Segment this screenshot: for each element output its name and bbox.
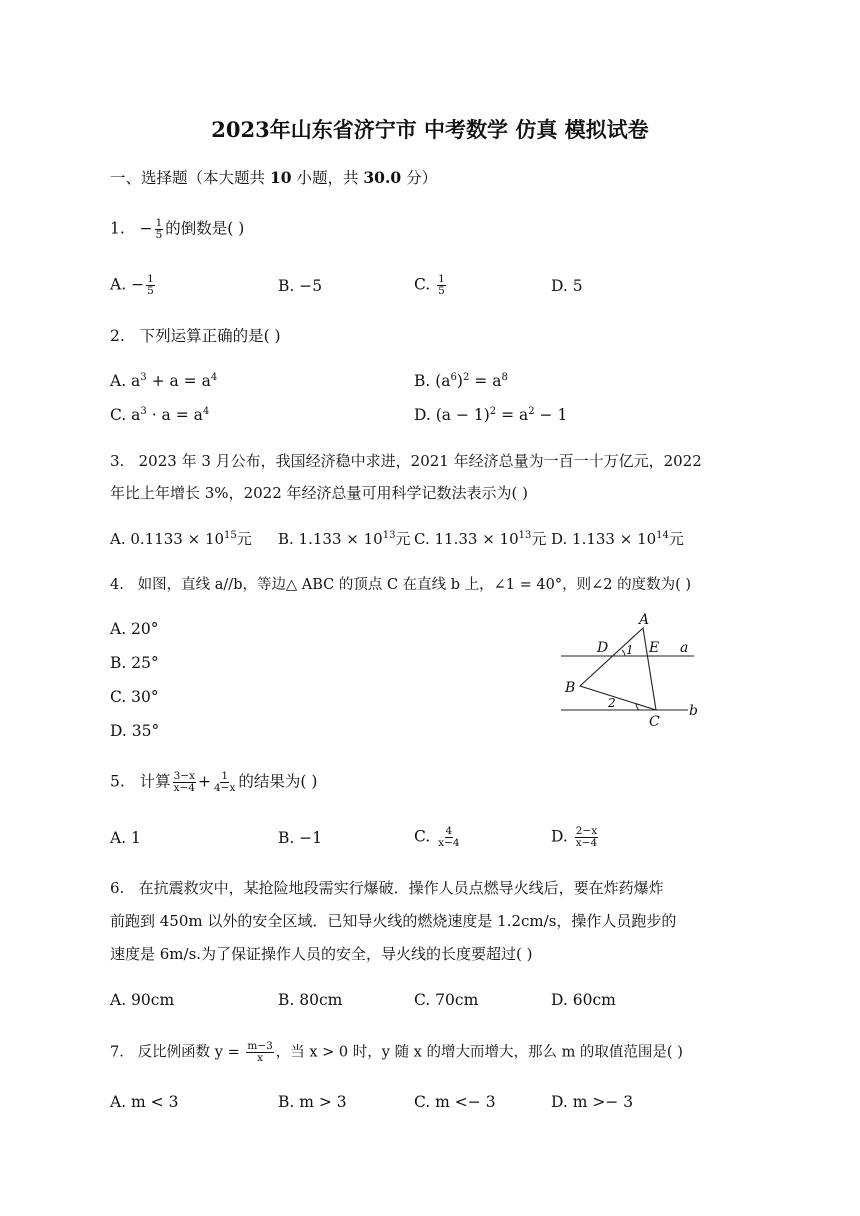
- q2-number: 2.: [110, 327, 125, 345]
- q7-fraction: [246, 1041, 273, 1064]
- q5-text: 的结果为( ): [238, 772, 318, 791]
- q5-plus: +: [198, 772, 211, 791]
- q6-line1: 在抗震救灾中，某抢险地段需实行爆破．操作人员点燃导火线后，要在炸药爆炸: [138, 879, 664, 897]
- q3-stem-line1: [110, 451, 702, 471]
- q2-d-mid: = a: [496, 406, 529, 424]
- q2-c-exp1: 3: [140, 405, 147, 417]
- q1-frac-den: 5: [155, 229, 163, 241]
- q5-option-a[interactable]: A. 1: [110, 829, 141, 847]
- q3-option-c[interactable]: [414, 529, 546, 549]
- q2-b-exp3: 8: [501, 371, 508, 383]
- q1-a-minus: −: [131, 275, 145, 294]
- q2-d-pre: D. (a − 1): [414, 406, 490, 424]
- q5-pre: 计算: [139, 772, 171, 791]
- label-angle-1: 1: [626, 643, 634, 657]
- q7-stem: [110, 1041, 683, 1064]
- q2-d-post: − 1: [534, 406, 568, 424]
- q5-d-den: x−4: [575, 837, 598, 849]
- q3-a-pre: A. 0.1133 × 10: [110, 530, 225, 548]
- q7-number: 7.: [110, 1044, 124, 1061]
- q1-text: 的倒数是( ): [165, 219, 245, 238]
- q3-line1: 2023 年 3 月公布，我国经济稳中求进，2021 年经济总量为一百一十万亿元，2022: [138, 452, 702, 470]
- q1-a-fraction: [146, 274, 155, 297]
- section-suffix: 分）: [401, 169, 438, 187]
- q1-c-den: 5: [438, 285, 445, 297]
- label-b-vertex: B: [565, 680, 576, 696]
- q5-option-d[interactable]: [551, 826, 600, 849]
- q6-stem-line1: [110, 878, 664, 898]
- q7-option-d[interactable]: D. m >− 3: [551, 1093, 634, 1111]
- q2-a-pre: A. a: [110, 372, 141, 390]
- q2-a-exp1: 3: [140, 371, 147, 383]
- q4-number: 4.: [110, 577, 124, 593]
- q5-number: 5.: [110, 772, 125, 791]
- q7-pre: 反比例函数 y =: [137, 1044, 245, 1061]
- q3-d-pre: D. 1.133 × 10: [551, 530, 657, 548]
- q2-b-pre: B. (a: [414, 372, 451, 390]
- q3-b-pre: B. 1.133 × 10: [278, 530, 383, 548]
- q1-fraction: [155, 218, 164, 241]
- section-prefix: 一、选择题（本大题共: [110, 169, 270, 187]
- q1-option-a[interactable]: [110, 274, 157, 297]
- q1-c-fraction: [437, 274, 446, 297]
- label-angle-2: 2: [608, 696, 616, 710]
- page-title: 2023年山东省济宁市 中考数学 仿真 模拟试卷: [211, 117, 649, 142]
- q1-stem: [110, 218, 244, 241]
- q2-c-mid: · a = a: [146, 406, 203, 424]
- q7-option-c[interactable]: C. m <− 3: [414, 1093, 496, 1111]
- label-line-b: b: [689, 703, 698, 719]
- q2-option-b[interactable]: [414, 371, 508, 391]
- q1-a-num: 1: [147, 273, 154, 285]
- q3-a-exp: 15: [224, 530, 237, 541]
- q3-a-unit: 元: [236, 530, 252, 548]
- q1-option-b[interactable]: B. −5: [278, 277, 323, 295]
- q2-a-mid: + a = a: [146, 372, 211, 390]
- q2-b-mid: ): [456, 372, 463, 390]
- q2-option-c[interactable]: [110, 405, 209, 425]
- q2-d-exp1: 2: [489, 405, 497, 417]
- q7-text: ，当 x > 0 时，y 随 x 的增大而增大，那么 m 的取值范围是( ): [275, 1044, 683, 1061]
- q1-option-d[interactable]: D. 5: [551, 277, 583, 295]
- q6-option-c[interactable]: C. 70cm: [414, 991, 479, 1009]
- q3-stem-line2: 年比上年增长 3%，2022 年经济总量可用科学记数法表示为( ): [110, 484, 528, 502]
- q3-option-d[interactable]: [551, 529, 684, 549]
- q4-option-c[interactable]: C. 30°: [110, 688, 159, 706]
- q1-minus: −: [139, 219, 153, 238]
- q6-option-b[interactable]: B. 80cm: [278, 991, 343, 1009]
- q1-frac-num: 1: [155, 217, 163, 229]
- q3-number: 3.: [110, 452, 125, 470]
- q3-c-exp: 13: [518, 530, 532, 541]
- triangle-abc: [580, 628, 656, 710]
- section-header: [110, 168, 437, 188]
- q1-number: 1.: [110, 219, 125, 238]
- q3-d-exp: 14: [656, 530, 669, 541]
- q3-c-pre: C. 11.33 × 10: [414, 530, 519, 548]
- q5-d-label: D.: [551, 827, 568, 846]
- label-c-vertex: C: [649, 714, 660, 730]
- q6-number: 6.: [110, 879, 125, 897]
- q2-b-mid2: = a: [469, 372, 502, 390]
- q4-stem: [110, 575, 691, 595]
- q1-c-num: 1: [438, 273, 445, 285]
- label-e-point: E: [649, 640, 660, 656]
- q5-d-num: 2−x: [575, 825, 598, 837]
- q3-b-exp: 13: [382, 530, 396, 541]
- q5-c-label: C.: [414, 827, 431, 846]
- q7-option-a[interactable]: A. m < 3: [110, 1093, 179, 1111]
- q5-f1-num: 3−x: [173, 770, 195, 782]
- q5-f2-den: 4−x: [214, 782, 236, 794]
- q2-c-pre: C. a: [110, 406, 141, 424]
- q5-c-den: x−4: [438, 837, 460, 849]
- q3-b-unit: 元: [395, 530, 411, 548]
- q4-text: 如图，直线 a//b，等边△ ABC 的顶点 C 在直线 b 上，∠1 = 40°，则∠2 的度数为( ): [137, 577, 691, 593]
- q5-option-c[interactable]: [414, 826, 463, 849]
- q3-d-unit: 元: [668, 530, 684, 548]
- q4-option-d[interactable]: D. 35°: [110, 722, 160, 740]
- q3-option-b[interactable]: [278, 529, 410, 549]
- q2-option-d[interactable]: [414, 405, 567, 425]
- q5-f1-den: x−4: [173, 782, 195, 794]
- q7-option-b[interactable]: B. m > 3: [278, 1093, 347, 1111]
- q6-option-a[interactable]: A. 90cm: [110, 991, 175, 1009]
- q1-a-label: A.: [110, 275, 127, 294]
- q4-option-b[interactable]: B. 25°: [110, 654, 159, 672]
- q7-f-num: m−3: [247, 1040, 273, 1052]
- label-line-a: a: [680, 640, 689, 656]
- q5-f2-num: 1: [221, 770, 229, 782]
- q5-fraction-1: [173, 771, 196, 794]
- q5-c-num: 4: [445, 825, 453, 837]
- q4-geometry-figure: [556, 608, 706, 730]
- q7-f-den: x: [257, 1052, 264, 1064]
- q5-stem: [110, 771, 317, 794]
- section-count: 10: [269, 168, 292, 187]
- q6-stem-line3: 速度是 6m/s.为了保证操作人员的安全，导火线的长度要超过( ): [110, 945, 533, 963]
- q5-d-fraction: [575, 826, 598, 849]
- q1-a-den: 5: [147, 285, 154, 297]
- q2-a-exp2: 4: [210, 371, 218, 383]
- q2-d-exp2: 2: [528, 405, 535, 417]
- q3-option-a[interactable]: [110, 529, 252, 549]
- q1-option-c[interactable]: [414, 274, 448, 297]
- q1-c-label: C.: [414, 275, 431, 294]
- q2-c-exp2: 4: [202, 405, 210, 417]
- q5-option-b[interactable]: B. −1: [278, 829, 323, 847]
- q2-b-exp1: 6: [450, 371, 457, 383]
- section-score: 30.0: [363, 168, 402, 187]
- q2-option-a[interactable]: [110, 371, 217, 391]
- q6-stem-line2: 前跑到 450m 以外的安全区域．已知导火线的燃烧速度是 1.2cm/s，操作人员跑步的: [110, 912, 677, 930]
- q5-fraction-2: [213, 771, 236, 794]
- angle-1-arc: [622, 650, 625, 656]
- q2-text: 下列运算正确的是( ): [139, 327, 281, 345]
- section-mid: 小题，共: [291, 169, 364, 187]
- q2-b-exp2: 2: [462, 371, 470, 383]
- label-d-point: D: [597, 640, 609, 656]
- q6-option-d[interactable]: D. 60cm: [551, 991, 616, 1009]
- label-a-vertex: A: [639, 612, 650, 628]
- q3-c-unit: 元: [531, 530, 547, 548]
- q5-c-fraction: [437, 826, 460, 849]
- q2-stem: [110, 326, 281, 346]
- q4-option-a[interactable]: A. 20°: [110, 620, 159, 638]
